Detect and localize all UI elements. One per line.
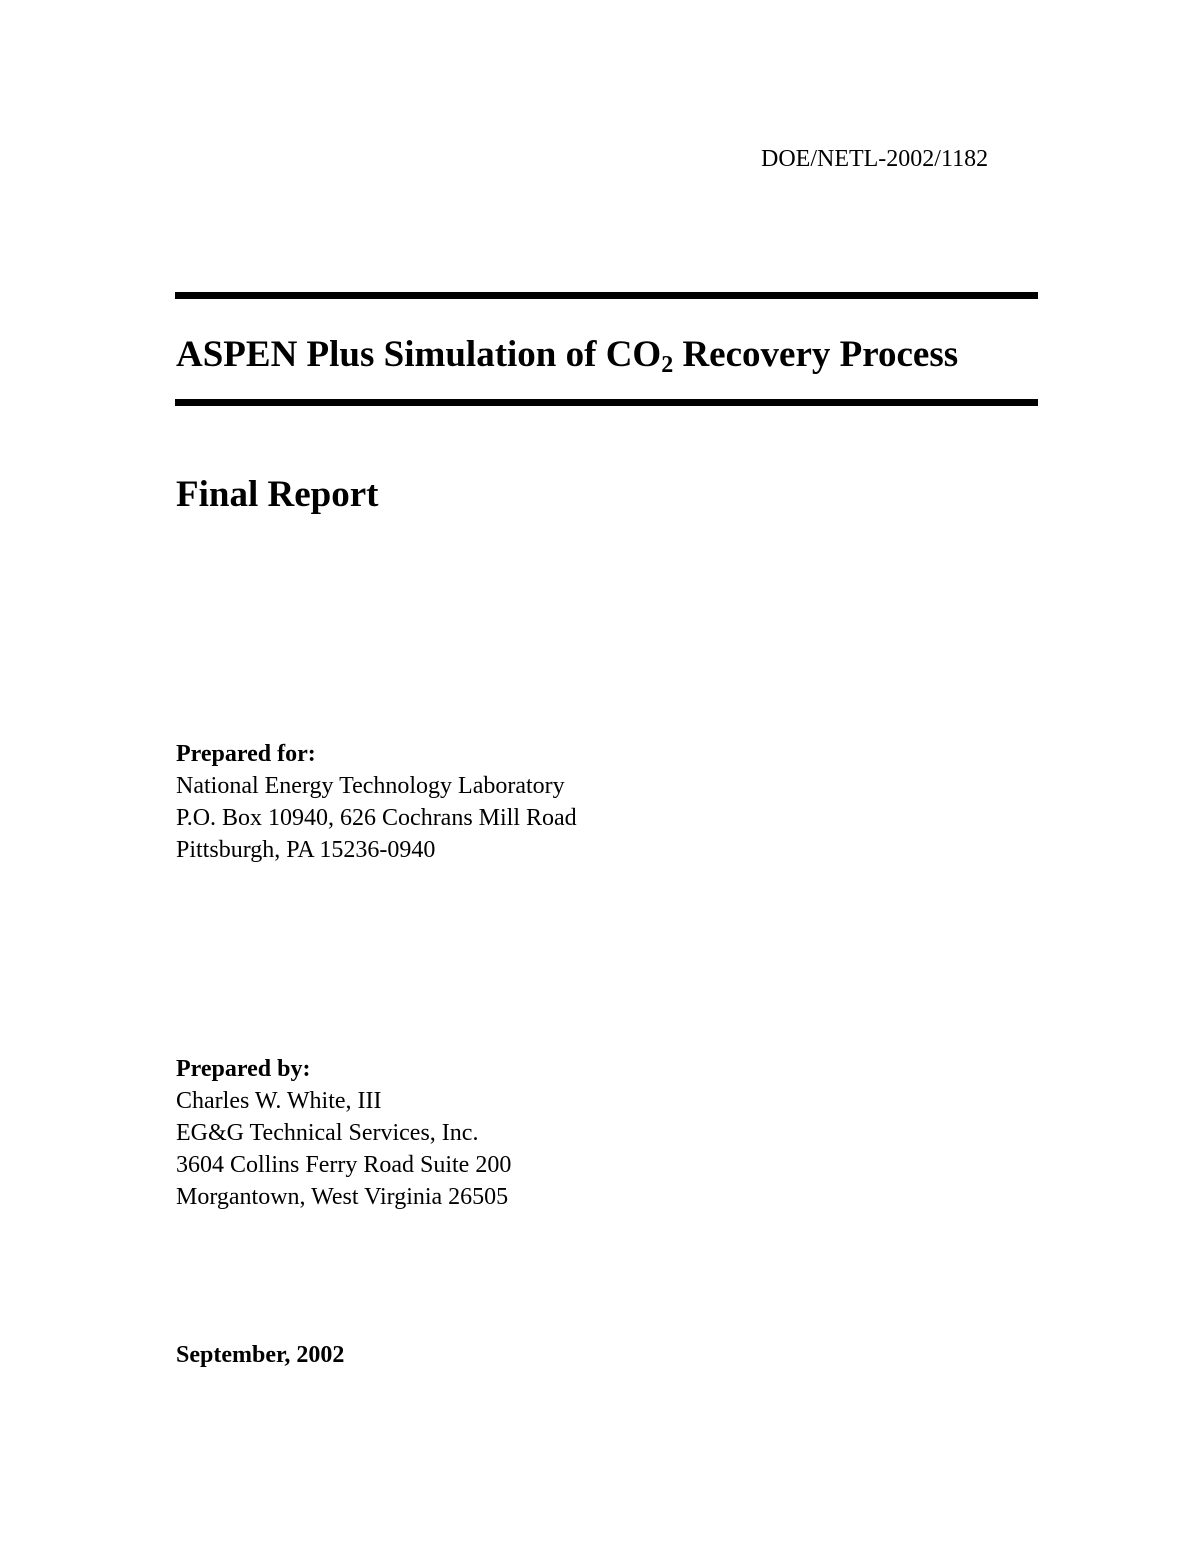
report-number: DOE/NETL-2002/1182 xyxy=(761,146,989,172)
prepared-for-line: National Energy Technology Laboratory xyxy=(176,773,565,799)
title-subscript: 2 xyxy=(661,352,674,378)
prepared-for-heading: Prepared for: xyxy=(176,741,316,767)
prepared-for-line: P.O. Box 10940, 626 Cochrans Mill Road xyxy=(176,805,577,831)
prepared-for-line: Pittsburgh, PA 15236-0940 xyxy=(176,837,436,863)
title-text-tail: Recovery Process xyxy=(673,334,959,375)
prepared-for-block xyxy=(176,738,577,866)
prepared-by-line: EG&G Technical Services, Inc. xyxy=(176,1120,479,1146)
prepared-by-block xyxy=(176,1053,511,1213)
report-subtitle: Final Report xyxy=(176,474,379,515)
title-bottom-rule xyxy=(175,399,1038,406)
title-text-main: ASPEN Plus Simulation of CO xyxy=(176,334,662,375)
prepared-by-line: Charles W. White, III xyxy=(176,1088,382,1114)
prepared-by-line: Morgantown, West Virginia 26505 xyxy=(176,1184,509,1210)
prepared-by-line: 3604 Collins Ferry Road Suite 200 xyxy=(176,1152,512,1178)
title-top-rule xyxy=(175,292,1038,299)
report-date: September, 2002 xyxy=(176,1342,345,1368)
report-title xyxy=(176,333,958,377)
prepared-by-heading: Prepared by: xyxy=(176,1056,311,1082)
